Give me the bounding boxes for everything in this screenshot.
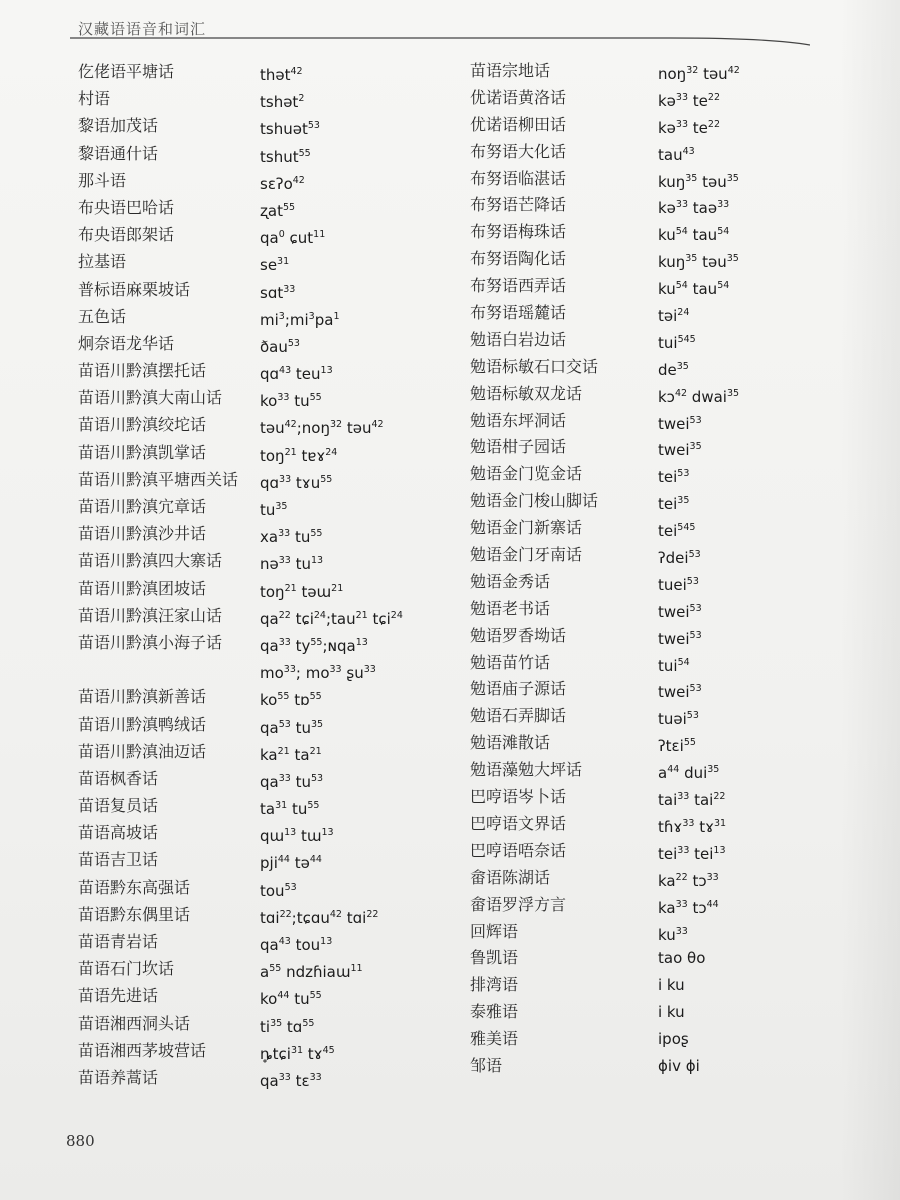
ipa-transcription: $ka^{33}$ tɔ$^{44}$: [658, 898, 719, 917]
language-name: 苗语川黔滇油迈话: [78, 741, 207, 761]
language-name: 勉语藻勉大坪话: [470, 760, 583, 780]
language-name: 苗语川黔滇绞坨话: [78, 415, 207, 435]
ipa-transcription: $qa^{43}$ tou$^{13}$: [260, 936, 333, 954]
entry-row: [470, 166, 870, 193]
ipa-transcription: $qa^{33}$ $tu^{53}$: [260, 772, 324, 791]
ipa-transcription: tɑi$^{22}$;tɕɑu$^{42}$ tɑi$^{22}$: [260, 908, 379, 927]
entry-row: [470, 892, 870, 919]
entry-row: [78, 683, 478, 710]
entry-row: [470, 246, 870, 273]
language-name: 巴哼语唔奈话: [470, 840, 567, 860]
ipa-transcription: kə$^{33}$ $te^{22}$: [658, 91, 720, 110]
entry-row: [470, 515, 870, 542]
entry-row: [78, 738, 478, 765]
ipa-transcription: ʐat$^{55}$: [260, 201, 296, 220]
entry-row: [470, 219, 870, 246]
ipa-transcription: ðau$^{53}$: [260, 337, 300, 356]
entry-row: [470, 919, 870, 946]
ipa-transcription: $qa^{33}$ tɛ$^{33}$: [260, 1071, 322, 1090]
language-name: 畲语陈湖话: [470, 867, 551, 887]
language-name: 苗语川黔滇凯掌话: [78, 442, 207, 462]
language-name: 苗语湘西洞头话: [78, 1013, 191, 1033]
entry-row: [78, 547, 478, 574]
language-name: 布央语郎架话: [78, 225, 175, 245]
entry-row: [470, 1026, 870, 1053]
ipa-transcription: $se^{31}$: [260, 256, 290, 275]
language-name: 苗语吉卫话: [78, 850, 159, 870]
language-name: 勉语金门新寨话: [470, 518, 583, 538]
entry-row: [78, 221, 478, 248]
language-name: 炯奈语龙华话: [78, 333, 175, 353]
language-name: 苗语黔东高强话: [78, 877, 191, 897]
ipa-transcription: $ko^{55}$ tɒ$^{55}$: [260, 691, 322, 710]
entry-row: [470, 569, 870, 596]
language-name: 布努语西弄话: [470, 276, 567, 296]
language-name: 苗语川黔滇宂章话: [78, 497, 207, 516]
ipa-transcription: $ta^{31}$ $tu^{55}$: [260, 800, 320, 819]
entry-row: [470, 58, 870, 85]
ipa-transcription: tei$^{545}$: [658, 522, 696, 541]
entry-row: [470, 596, 870, 623]
entry-row: [470, 112, 870, 139]
page-number: 880: [66, 1132, 95, 1150]
language-name: 黎语加茂话: [78, 116, 159, 136]
ipa-transcription: təu$^{42}$;noŋ$^{32}$ təu$^{42}$: [260, 419, 384, 438]
ipa-transcription: tao θo: [658, 949, 706, 968]
entry-row: [78, 520, 478, 547]
ipa-transcription: $tu^{35}$: [260, 501, 288, 519]
ipa-transcription: sɛʔo$^{42}$: [260, 174, 305, 193]
entry-row: [78, 874, 478, 901]
entry-row: [470, 972, 870, 999]
language-name: 勉语标敏石口交话: [470, 356, 599, 376]
entry-row: [78, 330, 478, 357]
language-name: 巴哼语文界话: [470, 813, 567, 833]
ipa-transcription: twei$^{53}$: [658, 629, 702, 648]
entry-row: [470, 730, 870, 757]
language-name: 优诺语柳田话: [470, 114, 567, 134]
entry-row: [78, 1010, 478, 1037]
language-name: 苗语川黔滇平塘西关话: [78, 469, 239, 489]
entry-row: [78, 955, 478, 982]
ipa-transcription: $qa^{53}$ $tu^{35}$: [260, 718, 324, 737]
entry-row: [78, 58, 478, 85]
language-name: 勉语金秀话: [470, 571, 551, 591]
entry-row: [470, 650, 870, 677]
entry-row: [78, 602, 478, 629]
entry-row: [78, 384, 478, 411]
ipa-transcription: i ku: [658, 976, 685, 995]
language-name: 仡佬语平塘话: [78, 62, 175, 81]
language-name: 布努语陶化话: [470, 249, 567, 269]
ipa-transcription: twei$^{35}$: [658, 441, 702, 460]
entry-row: [78, 1064, 478, 1091]
language-name: 回辉语: [470, 921, 519, 941]
language-name: 布努语梅珠话: [470, 222, 567, 242]
language-name: 那斗语: [78, 170, 127, 190]
ipa-transcription: ȵ̥tɕi$^{31}$ tɤ$^{45}$: [260, 1044, 335, 1063]
language-name: 雅美语: [470, 1029, 519, 1049]
language-name: 勉语苗竹话: [470, 652, 551, 672]
entry-row: [78, 575, 478, 602]
ipa-transcription: kuŋ$^{35}$ təu$^{35}$: [658, 253, 739, 272]
language-name: 勉语金门梭山脚话: [470, 491, 599, 511]
ipa-transcription: $ku^{54}$ tau$^{54}$: [658, 280, 730, 299]
ipa-transcription: $de^{35}$: [658, 360, 689, 379]
ipa-transcription: tuei$^{53}$: [658, 575, 699, 594]
ipa-transcription: $ko^{44}$ $tu^{55}$: [260, 990, 322, 1009]
ipa-transcription: twei$^{53}$: [658, 602, 702, 621]
ipa-transcription: $ka^{21}$ $ta^{21}$: [260, 745, 322, 764]
ipa-transcription: twei$^{53}$: [658, 683, 702, 702]
ipa-transcription: $mo^{33}$; $mo^{33}$ ʂu$^{33}$: [260, 664, 376, 683]
language-name: 勉语白岩边话: [470, 329, 567, 349]
language-name: 勉语东坪洞话: [470, 410, 567, 430]
ipa-transcription: tai$^{33}$ tai$^{22}$: [658, 791, 726, 810]
ipa-transcription: qɑ$^{33}$ tɤu$^{55}$: [260, 473, 333, 492]
ipa-transcription: $mi^3;mi^3pa^1$: [260, 310, 340, 329]
language-name: 拉基语: [78, 252, 127, 272]
language-name: 苗语川黔滇沙井话: [78, 524, 207, 544]
language-name: 布努语大化话: [470, 141, 567, 161]
ipa-transcription: $ku^{33}$: [658, 925, 688, 944]
ipa-transcription: ʔdei$^{53}$: [658, 549, 701, 568]
language-name: 排湾语: [470, 975, 519, 995]
entry-row: [78, 194, 478, 221]
entry-row: [78, 439, 478, 466]
ipa-transcription: qɑ$^{43}$ teu$^{13}$: [260, 365, 333, 384]
entry-row: [470, 488, 870, 515]
ipa-transcription: tshət$^2$: [260, 93, 305, 112]
ipa-transcription: $ti^{35}$ tɑ$^{55}$: [260, 1017, 315, 1036]
language-name: 苗语黔东偶里话: [78, 904, 191, 924]
ipa-transcription: ipoʂ: [658, 1030, 689, 1049]
entry-row: [78, 765, 478, 792]
language-name: 勉语金门牙南话: [470, 545, 583, 565]
right-column: [470, 58, 870, 1080]
language-name: 苗语枫香话: [78, 768, 159, 788]
entry-row: [470, 811, 870, 838]
entry-row: [470, 703, 870, 730]
ipa-transcription: tei$^{33}$ tei$^{13}$: [658, 844, 726, 863]
language-name: 苗语高坡话: [78, 823, 159, 843]
ipa-transcription: toŋ$^{21}$ tɐɤ$^{24}$: [260, 446, 338, 465]
language-name: 鲁凯语: [470, 948, 519, 968]
entry-row: [78, 792, 478, 819]
ipa-transcription: ɸiv ɸi: [658, 1056, 700, 1075]
ipa-transcription: toŋ$^{21}$ təɯ$^{21}$: [260, 582, 344, 601]
language-name: 普标语麻栗坡话: [78, 279, 191, 299]
ipa-transcription: $xa^{33}$ $tu^{55}$: [260, 528, 323, 547]
ipa-transcription: twei$^{53}$: [658, 414, 702, 433]
language-name: 苗语川黔滇小海子话: [78, 632, 223, 652]
entry-row: [78, 493, 478, 520]
entry-row: [78, 167, 478, 194]
language-name: 布央语巴哈话: [78, 197, 175, 217]
entry-row: [78, 656, 478, 683]
entry-row: [78, 982, 478, 1009]
ipa-transcription: $qa^0$ ɕut$^{11}$: [260, 229, 326, 248]
language-name: 村语: [78, 89, 111, 109]
entry-row: [78, 140, 478, 167]
language-name: 勉语罗香坳话: [470, 625, 567, 645]
language-name: 苗语川黔滇摆托话: [78, 361, 207, 381]
entry-row: [78, 85, 478, 112]
language-name: 苗语青岩话: [78, 932, 159, 951]
ipa-transcription: sɑt$^{33}$: [260, 283, 296, 302]
language-name: 勉语庙子源话: [470, 679, 567, 699]
language-name: 勉语滩散话: [470, 733, 551, 753]
entry-row: [470, 461, 870, 488]
entry-row: [470, 623, 870, 650]
entry-row: [78, 928, 478, 955]
entry-row: [470, 354, 870, 381]
entry-row: [470, 865, 870, 892]
entry-row: [78, 1037, 478, 1064]
entry-row: [78, 629, 478, 656]
ipa-transcription: pji$^{44}$ tə$^{44}$: [260, 854, 322, 873]
entry-row: [78, 248, 478, 275]
entry-row: [470, 838, 870, 865]
language-name: 邹语: [470, 1055, 503, 1075]
entry-row: [78, 819, 478, 846]
entry-row: [470, 542, 870, 569]
ipa-transcription: kə$^{33}$ taə$^{33}$: [658, 199, 730, 218]
language-name: 苗语湘西茅坡营话: [78, 1040, 207, 1060]
language-name: 勉语石弄脚话: [470, 706, 567, 726]
entry-row: [470, 192, 870, 219]
ipa-transcription: i ku: [658, 1003, 685, 1022]
entry-row: [78, 711, 478, 738]
entry-row: [470, 381, 870, 408]
ipa-transcription: ʔtɛi$^{55}$: [658, 737, 696, 756]
language-name: 勉语老书话: [470, 598, 551, 618]
left-column: [78, 58, 478, 1091]
language-name: 泰雅语: [470, 1002, 519, 1022]
entry-row: [470, 676, 870, 703]
language-name: 苗语川黔滇大南山话: [78, 388, 223, 408]
language-name: 苗语川黔滇新善话: [78, 687, 207, 707]
ipa-transcription: noŋ$^{32}$ təu$^{42}$: [658, 65, 740, 83]
entry-row: [470, 784, 870, 811]
entry-row: [470, 1053, 870, 1080]
entry-row: [78, 276, 478, 303]
ipa-transcription: $qa^{22}$ tɕi$^{24}$;tau$^{21}$ tɕi$^{24}$: [260, 609, 403, 628]
language-name: 苗语川黔滇团坡话: [78, 578, 207, 598]
ipa-transcription: tui$^{545}$: [658, 333, 696, 352]
running-header: 汉藏语语音和词汇: [78, 20, 207, 38]
entry-row: [78, 112, 478, 139]
language-name: 苗语石门坎话: [78, 959, 175, 979]
entry-row: [470, 273, 870, 300]
ipa-transcription: təi$^{24}$: [658, 307, 690, 326]
language-name: 巴哼语岑卜话: [470, 787, 567, 807]
ipa-transcription: tuəi$^{53}$: [658, 710, 699, 729]
language-name: 五色话: [78, 306, 127, 326]
language-name: 布努语临湛话: [470, 168, 567, 188]
ipa-transcription: $ko^{33}$ $tu^{55}$: [260, 392, 322, 411]
ipa-transcription: nə$^{33}$ $tu^{13}$: [260, 555, 324, 574]
ipa-transcription: tshut$^{55}$: [260, 147, 311, 166]
entry-row: [78, 357, 478, 384]
ipa-transcription: $ka^{22}$ tɔ$^{33}$: [658, 871, 719, 890]
ipa-transcription: $a^{44}$ dui$^{35}$: [658, 764, 720, 783]
language-name: 勉语金门览金话: [470, 464, 583, 484]
ipa-transcription: tɦɤ$^{33}$ tɤ$^{31}$: [658, 817, 727, 836]
entry-row: [470, 999, 870, 1026]
entry-row: [470, 300, 870, 327]
language-name: 布努语芒降话: [470, 195, 567, 215]
language-name: 苗语川黔滇汪家山话: [78, 605, 223, 625]
entry-row: [78, 411, 478, 438]
ipa-transcription: tshuət$^{53}$: [260, 120, 320, 139]
entry-row: [78, 303, 478, 330]
ipa-transcription: tei$^{35}$: [658, 495, 690, 514]
entry-row: [470, 327, 870, 354]
entry-row: [470, 139, 870, 166]
entry-row: [470, 757, 870, 784]
entry-row: [78, 466, 478, 493]
ipa-transcription: qɯ$^{13}$ tɯ$^{13}$: [260, 827, 334, 846]
ipa-transcription: $a^{55}$ ndzɦiaɯ$^{11}$: [260, 963, 363, 982]
ipa-transcription: kuŋ$^{35}$ təu$^{35}$: [658, 172, 739, 191]
entry-row: [470, 408, 870, 435]
language-name: 苗语宗地话: [470, 61, 551, 80]
entry-row: [78, 846, 478, 873]
ipa-transcription: tau$^{43}$: [658, 145, 695, 164]
language-name: 优诺语黄洛话: [470, 87, 567, 107]
language-name: 勉语标敏双龙话: [470, 383, 583, 403]
ipa-transcription: kɔ$^{42}$ dwai$^{35}$: [658, 387, 740, 406]
language-name: 畲语罗浮方言: [470, 894, 567, 914]
entry-row: [470, 434, 870, 461]
language-name: 苗语复员话: [78, 796, 159, 816]
entry-row: [78, 901, 478, 928]
language-name: 黎语通什话: [78, 143, 159, 163]
ipa-transcription: tei$^{53}$: [658, 468, 690, 487]
language-name: 布努语瑶麓话: [470, 303, 567, 323]
language-name: 苗语川黔滇鸭绒话: [78, 714, 207, 734]
language-name: 勉语柑子园话: [470, 437, 567, 457]
ipa-transcription: $qa^{33}$ $ty^{55};ɴqa^{13}$: [260, 636, 368, 655]
language-name: 苗语先进话: [78, 986, 159, 1006]
ipa-transcription: tui$^{54}$: [658, 656, 690, 675]
language-name: 苗语养蒿话: [78, 1067, 159, 1087]
entry-row: [470, 85, 870, 112]
ipa-transcription: kə$^{33}$ $te^{22}$: [658, 118, 720, 137]
language-name: 苗语川黔滇四大寨话: [78, 551, 223, 571]
ipa-transcription: tou$^{53}$: [260, 881, 297, 900]
ipa-transcription: thət$^{42}$: [260, 66, 303, 84]
entry-row: [470, 945, 870, 972]
ipa-transcription: $ku^{54}$ tau$^{54}$: [658, 226, 730, 245]
